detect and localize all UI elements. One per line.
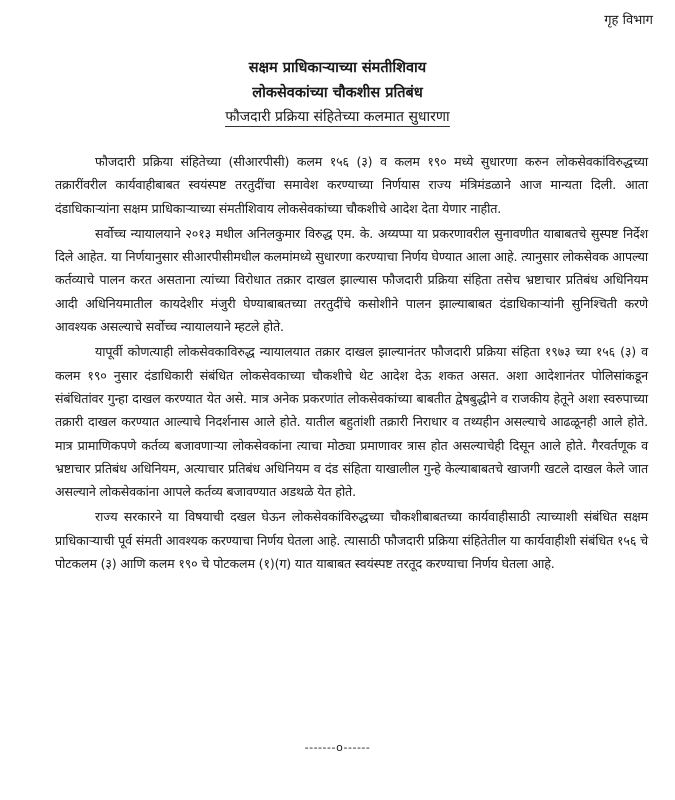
paragraph-2: सर्वोच्च न्यायालयाने २०१३ मधील अनिलकुमार विरुद्ध एम. के. अय्यप्पा या प्रकरणावरील सुनावणीत याबाबतचे सुस्पष्ट निर्देश दिले आहेत. या निर्णयानुसार सीआरपीसीमधील कलमांमध्ये सुधारणा करण्याचा निर्णय घेण्यात आला आहे. त्यानुसार लोकसेवक आपल्या कर्तव्याचे पालन करत असताना त्यांच्या विरोधात तक्रार दाखल झाल्यास फौजदारी प्रक्रिया संहिता तसेच भ्रष्टाचार प्रतिबंध अधिनियम आदी अधिनियमातील कायदेशीर मंजुरी घेण्याबाबतच्या तरतुदींचे कसोशीने पालन झाल्याबाबत दंडाधिकाऱ्यांनी सुनिश्चिती करणे आवश्यक असल्याचे सर्वोच्च न्यायालयाने म्हटले होते. bbox=[55, 225, 648, 335]
paragraph-4: राज्य सरकारने या विषयाची दखल घेऊन लोकसेवकांविरुद्धच्या चौकशीबाबतच्या कार्यवाहीसाठी त्याच्याशी संबंधित सक्षम प्राधिकाऱ्याची पूर्व संमती आवश्यक करण्याचा निर्णय घेतला आहे. त्यासाठी फौजदारी प्रक्रिया संहितेतील या कार्यवाहीशी संबंधित १५६ चे पोटकलम (३) आणि कलम १९० चे पोटकलम (१)(ग) यात याबाबत स्वयंस्पष्ट तरतूद करण्याचा निर्णय घेतला आहे. bbox=[55, 509, 648, 572]
document-subtitle-text: फौजदारी प्रक्रिया संहितेच्या कलमात सुधारणा bbox=[225, 109, 450, 125]
document-title-line-2: लोकसेवकांच्या चौकशीस प्रतिबंध bbox=[252, 85, 423, 101]
document-body bbox=[55, 150, 648, 577]
end-marker: -------o------ bbox=[304, 741, 371, 754]
department-label: गृह विभाग bbox=[604, 13, 653, 28]
document-title-line-1: सक्षम प्राधिकाऱ्याच्या संमतीशिवाय bbox=[248, 60, 427, 76]
paragraph-3: यापूर्वी कोणत्याही लोकसेवकाविरुद्ध न्यायालयात तक्रार दाखल झाल्यानंतर फौजदारी प्रक्रिया संहिता १९७३ च्या १५६ (३) व कलम १९० नुसार दंडाधिकारी संबंधित लोकसेवकाच्या चौकशीचे थेट आदेश देऊ शकत असत. अशा आदेशानंतर पोलिसांकडून संबंधितांवर गुन्हा दाखल करण्यात येत असे. मात्र अनेक प्रकरणांत लोकसेवकांच्या बाबतीत द्वेषबुद्धीने व राजकीय हेतूने अशा स्वरुपाच्या तक्रारी दाखल करण्यात आल्याचे निदर्शनास आले होते. यातील बहुतांशी तक्रारी निराधार व तथ्यहीन असल्याचे आढळूनही आले होते. मात्र प्रामाणिकपणे कर्तव्य बजावणाऱ्या लोकसेवकांना त्याचा मोठ्या प्रमाणावर त्रास होत असल्याचेही दिसून आले होते. गैरवर्तणूक व भ्रष्टाचार प्रतिबंध अधिनियम, अत्याचार प्रतिबंध अधिनियम व दंड संहिता याखालील गुन्हे केल्याबाबतचे खाजगी खटले दाखल केले जात असल्याने लोकसेवकांना आपले कर्तव्य बजावण्यात अडथळे येत होते. bbox=[55, 344, 648, 500]
paragraph-1: फौजदारी प्रक्रिया संहितेच्या (सीआरपीसी) कलम १५६ (३) व कलम १९० मध्ये सुधारणा करुन लोकसेवकांविरुद्धच्या तक्रारींवरील कार्यवाहीबाबत स्वयंस्पष्ट तरतुदींचा समावेश करण्याच्या निर्णयास राज्य मंत्रिमंडळाने आज मान्यता दिली. आता दंडाधिकाऱ्यांना सक्षम प्राधिकाऱ्याच्या संमतीशिवाय लोकसेवकांच्या चौकशीचे आदेश देता येणार नाहीत. bbox=[55, 154, 648, 216]
document-subtitle bbox=[0, 107, 675, 126]
